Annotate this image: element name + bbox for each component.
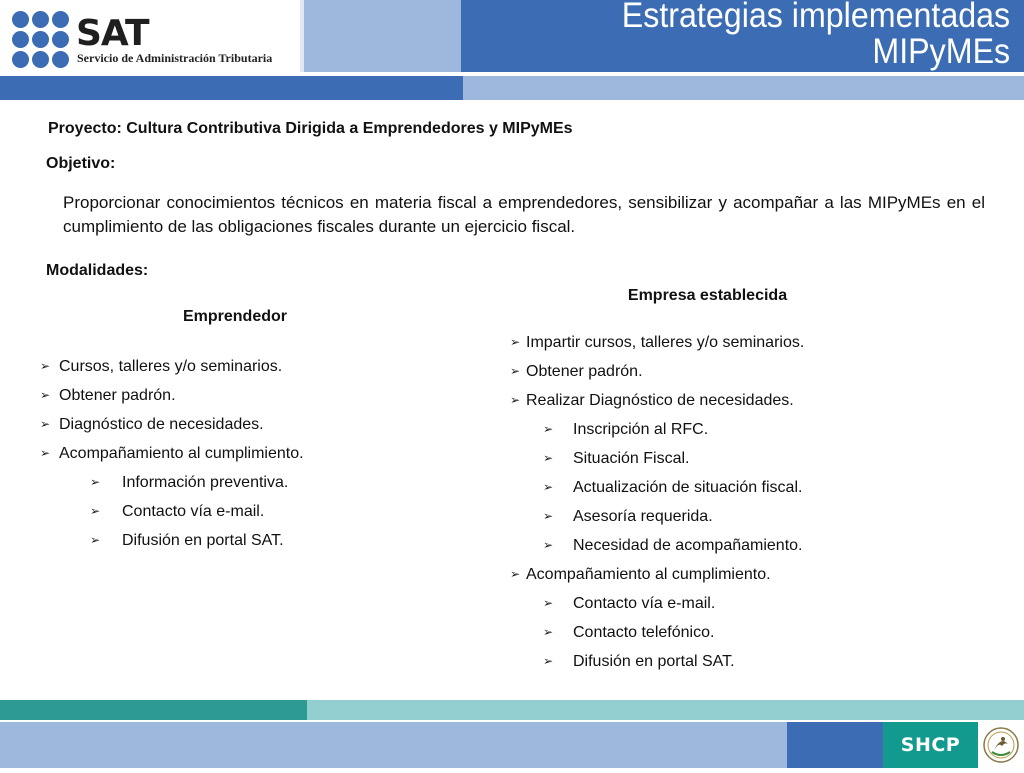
list-item-text: Cursos, talleres y/o seminarios.	[59, 358, 283, 375]
arrow-bullet-icon: ➢	[543, 422, 554, 436]
arrow-bullet-icon: ➢	[40, 446, 51, 460]
arrow-bullet-icon: ➢	[543, 451, 554, 465]
list-item-text: Actualización de situación fiscal.	[573, 479, 803, 496]
list-item-text: Contacto telefónico.	[573, 624, 715, 641]
list-item-text: Información preventiva.	[122, 474, 289, 491]
project-heading: Proyecto: Cultura Contributiva Dirigida a Emprendedores y MIPyMEs	[48, 120, 573, 137]
list-item	[40, 352, 304, 381]
mexican-eagle-emblem-icon	[978, 722, 1024, 768]
footer-band	[0, 722, 787, 768]
modalities-label: Modalidades:	[46, 262, 149, 279]
footer-blue-block	[787, 722, 883, 768]
list-item-text: Contacto vía e-mail.	[122, 503, 265, 520]
arrow-bullet-icon: ➢	[40, 388, 51, 402]
list-item-text: Situación Fiscal.	[573, 450, 690, 467]
header-strip-light	[463, 76, 1024, 100]
list-item	[510, 444, 804, 473]
arrow-bullet-icon: ➢	[510, 393, 521, 407]
footer-light-teal-strip	[307, 700, 1024, 720]
arrow-bullet-icon: ➢	[543, 596, 554, 610]
arrow-bullet-icon: ➢	[40, 359, 51, 373]
slide-title-line1: Estrategias implementadas	[621, 0, 1010, 35]
list-item-text: Acompañamiento al cumplimiento.	[59, 445, 304, 462]
list-item-text: Difusión en portal SAT.	[573, 653, 735, 670]
slide-title	[622, 0, 1010, 70]
arrow-bullet-icon: ➢	[510, 567, 521, 581]
arrow-bullet-icon: ➢	[40, 417, 51, 431]
list-item	[510, 357, 804, 386]
arrow-bullet-icon: ➢	[90, 504, 101, 518]
list-item	[40, 468, 304, 497]
list-item	[510, 560, 804, 589]
list-item-text: Asesoría requerida.	[573, 508, 713, 525]
arrow-bullet-icon: ➢	[90, 533, 101, 547]
list-item-text: Obtener padrón.	[526, 363, 643, 380]
list-item	[510, 473, 804, 502]
list-item-text: Contacto vía e-mail.	[573, 595, 716, 612]
sat-logo-text: SAT	[76, 13, 149, 54]
arrow-bullet-icon: ➢	[543, 480, 554, 494]
arrow-bullet-icon: ➢	[510, 335, 521, 349]
list-item-text: Impartir cursos, talleres y/o seminarios.	[526, 334, 805, 351]
footer-teal-strip	[0, 700, 307, 720]
objective-text: Proporcionar conocimientos técnicos en materia fiscal a emprendedores, sensibilizar y acompañar a las MIPyMEs en el cumplimiento de las obligaciones fiscales durante un ejercicio fiscal.	[63, 193, 985, 236]
list-item	[510, 589, 804, 618]
shcp-logo-text: SHCP	[900, 734, 961, 756]
list-item-text: Realizar Diagnóstico de necesidades.	[526, 392, 794, 409]
list-item	[40, 497, 304, 526]
arrow-bullet-icon: ➢	[543, 538, 554, 552]
list-item	[40, 526, 304, 555]
arrow-bullet-icon: ➢	[543, 654, 554, 668]
list-item	[510, 618, 804, 647]
list-item	[510, 531, 804, 560]
entrepreneur-list	[40, 352, 304, 555]
list-item	[510, 647, 804, 676]
arrow-bullet-icon: ➢	[510, 364, 521, 378]
list-item-text: Obtener padrón.	[59, 387, 176, 404]
established-company-column-title: Empresa establecida	[627, 287, 788, 304]
list-item	[40, 381, 304, 410]
sat-logo-subtitle: Servicio de Administración Tributaria	[77, 51, 273, 65]
list-item-text: Difusión en portal SAT.	[122, 532, 284, 549]
objective-label: Objetivo:	[46, 155, 116, 172]
header-strip-dark	[0, 76, 463, 100]
header-light-block	[304, 0, 461, 72]
list-item-text: Necesidad de acompañamiento.	[573, 537, 803, 554]
list-item-text: Inscripción al RFC.	[573, 421, 709, 438]
list-item	[510, 502, 804, 531]
arrow-bullet-icon: ➢	[543, 509, 554, 523]
list-item	[510, 415, 804, 444]
entrepreneur-column-title: Emprendedor	[182, 308, 287, 325]
list-item	[40, 439, 304, 468]
shcp-logo	[883, 722, 978, 768]
arrow-bullet-icon: ➢	[543, 625, 554, 639]
slide-title-line2: MIPyMEs	[872, 32, 1010, 71]
arrow-bullet-icon: ➢	[90, 475, 101, 489]
list-item	[40, 410, 304, 439]
list-item	[510, 328, 804, 357]
list-item	[510, 386, 804, 415]
list-item-text: Diagnóstico de necesidades.	[59, 416, 264, 433]
sat-logo-dots-icon	[12, 11, 70, 69]
list-item-text: Acompañamiento al cumplimiento.	[526, 566, 771, 583]
established-company-list	[510, 328, 804, 676]
